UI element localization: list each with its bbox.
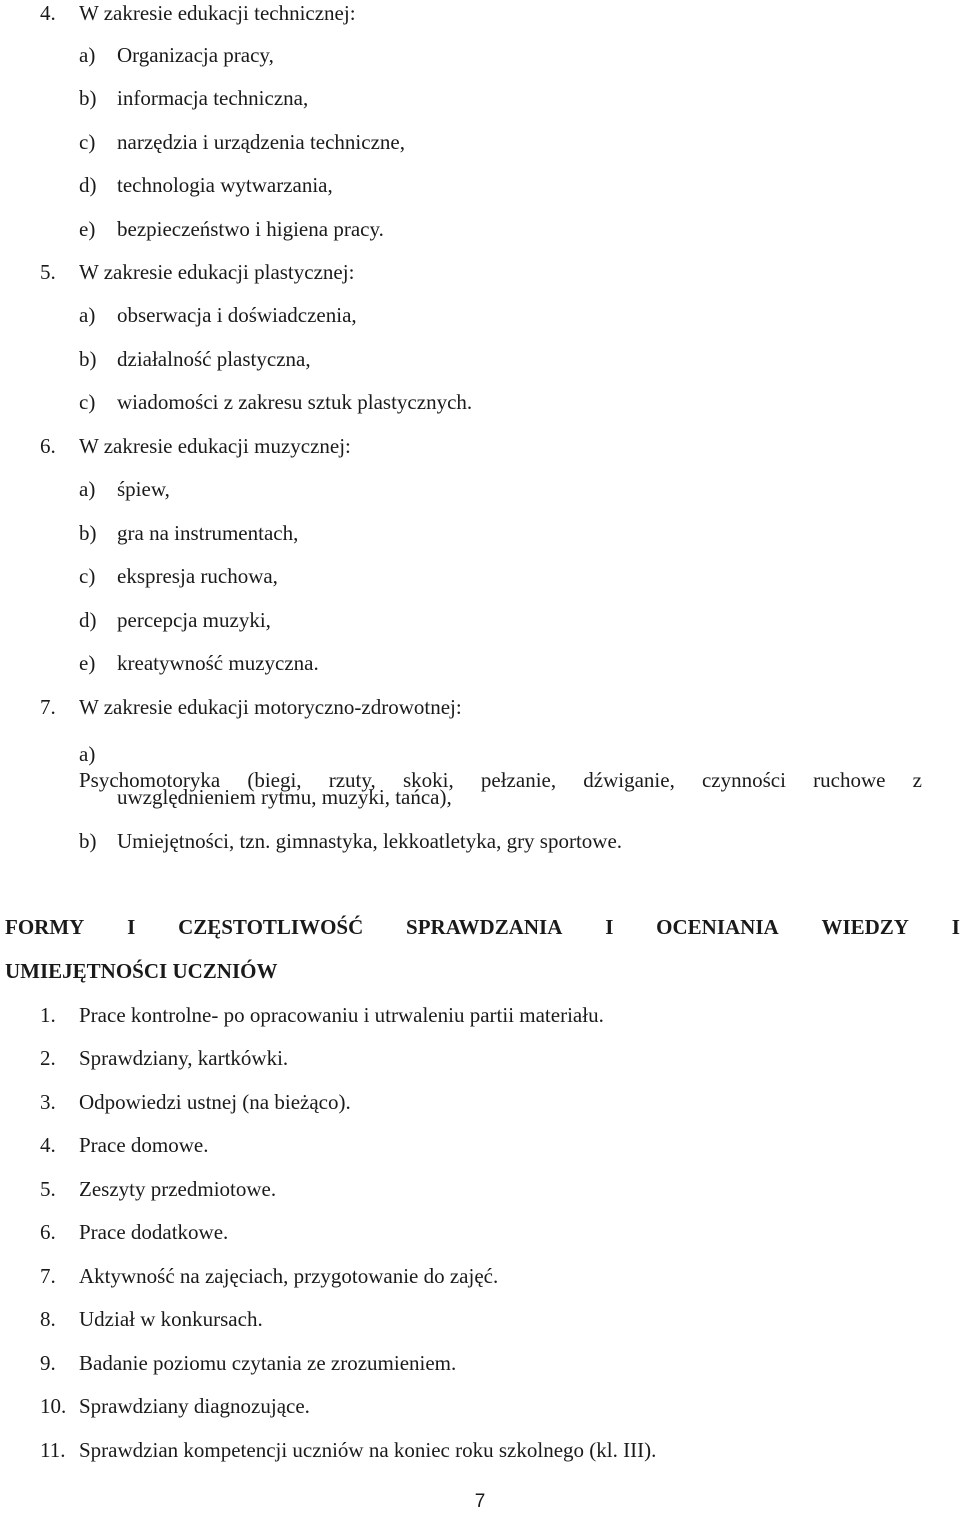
word: z bbox=[912, 768, 922, 792]
list-item-text: wiadomości z zakresu sztuk plastycznych. bbox=[117, 390, 473, 414]
list-letter: d) bbox=[79, 173, 97, 197]
list-item bbox=[79, 129, 405, 155]
list-item-text: Organizacja pracy, bbox=[117, 43, 274, 67]
list-item-text: Badanie poziomu czytania ze zrozumieniem. bbox=[79, 1351, 457, 1375]
list-item-text: Sprawdziany diagnozujące. bbox=[79, 1394, 310, 1418]
list-item bbox=[79, 389, 472, 415]
list-item-text: Prace domowe. bbox=[79, 1133, 209, 1157]
list-number: 7. bbox=[40, 1264, 56, 1288]
list-item-text: Sprawdziany, kartkówki. bbox=[79, 1046, 289, 1070]
heading-word: I bbox=[127, 915, 136, 939]
section-heading-line-2: UMIEJĘTNOŚCI UCZNIÓW bbox=[5, 959, 278, 983]
section-title-text: W zakresie edukacji muzycznej: bbox=[79, 434, 351, 458]
word: pełzanie, bbox=[480, 768, 557, 792]
list-item bbox=[40, 1393, 310, 1419]
list-letter: c) bbox=[79, 390, 96, 414]
word: skoki, bbox=[402, 768, 454, 792]
list-number: 6. bbox=[40, 1220, 56, 1244]
list-number: 5. bbox=[40, 1177, 56, 1201]
section-5-title bbox=[40, 259, 354, 285]
list-item bbox=[40, 1263, 498, 1289]
list-letter: a) bbox=[79, 303, 96, 327]
word: dźwiganie, bbox=[583, 768, 675, 792]
list-item bbox=[79, 607, 271, 633]
heading-word: I bbox=[951, 915, 960, 939]
list-item-text: bezpieczeństwo i higiena pracy. bbox=[117, 217, 384, 241]
section-4-title bbox=[40, 0, 356, 26]
list-item-text: Prace kontrolne- po opracowaniu i utrwaleniu partii materiału. bbox=[79, 1003, 604, 1027]
list-item-text: Udział w konkursach. bbox=[79, 1307, 263, 1331]
list-number: 6. bbox=[40, 434, 56, 458]
heading-word: SPRAWDZANIA bbox=[406, 915, 563, 939]
list-number: 4. bbox=[40, 1133, 56, 1157]
list-item bbox=[40, 1306, 263, 1332]
list-number: 4. bbox=[40, 1, 56, 25]
word: Psychomotoryka bbox=[79, 768, 221, 792]
list-letter: d) bbox=[79, 608, 97, 632]
list-item-text: Prace dodatkowe. bbox=[79, 1220, 229, 1244]
list-letter: e) bbox=[79, 217, 96, 241]
list-letter: a) bbox=[79, 43, 96, 67]
page-number: 7 bbox=[474, 1491, 486, 1512]
heading-word: I bbox=[605, 915, 614, 939]
list-letter: b) bbox=[79, 521, 97, 545]
list-item-text: gra na instrumentach, bbox=[117, 521, 299, 545]
list-item bbox=[40, 1089, 351, 1115]
list-item-text: Odpowiedzi ustnej (na bieżąco). bbox=[79, 1090, 351, 1114]
list-item bbox=[79, 42, 274, 68]
list-number: 1. bbox=[40, 1003, 56, 1027]
list-number: 8. bbox=[40, 1307, 56, 1331]
list-number: 2. bbox=[40, 1046, 56, 1070]
list-item-text: śpiew, bbox=[117, 477, 170, 501]
list-letter: b) bbox=[79, 86, 97, 110]
section-heading-line-1 bbox=[5, 914, 960, 940]
word: czynności bbox=[701, 768, 786, 792]
list-item-text: informacja techniczna, bbox=[117, 86, 309, 110]
list-letter: c) bbox=[79, 564, 96, 588]
word: (biegi, bbox=[247, 768, 302, 792]
list-item-text: kreatywność muzyczna. bbox=[117, 651, 319, 675]
list-letter: e) bbox=[79, 651, 96, 675]
list-item bbox=[79, 216, 384, 242]
list-item bbox=[40, 1176, 276, 1202]
list-item-text: narzędzia i urządzenia techniczne, bbox=[117, 130, 405, 154]
list-item bbox=[79, 520, 298, 546]
list-item-text: ekspresja ruchowa, bbox=[117, 564, 278, 588]
list-item bbox=[79, 828, 622, 854]
list-item bbox=[40, 1045, 288, 1071]
list-item bbox=[40, 1437, 656, 1463]
section-7-title bbox=[40, 694, 462, 720]
list-number: 11. bbox=[40, 1438, 66, 1462]
list-item-continuation: uwzględnieniem rytmu, muzyki, tańca), bbox=[117, 785, 452, 809]
list-item-text: Umiejętności, tzn. gimnastyka, lekkoatletyka, gry sportowe. bbox=[117, 829, 623, 853]
section-title-text: W zakresie edukacji plastycznej: bbox=[79, 260, 355, 284]
list-item bbox=[40, 1219, 228, 1245]
list-item bbox=[40, 1132, 208, 1158]
list-item-text: Sprawdzian kompetencji uczniów na koniec roku szkolnego (kl. III). bbox=[79, 1438, 657, 1462]
list-item bbox=[40, 1002, 604, 1028]
section-title-text: W zakresie edukacji motoryczno-zdrowotnej: bbox=[79, 695, 462, 719]
list-item-text: obserwacja i doświadczenia, bbox=[117, 303, 357, 327]
list-item-text: percepcja muzyki, bbox=[117, 608, 271, 632]
heading-word: WIEDZY bbox=[821, 915, 909, 939]
list-item bbox=[79, 85, 308, 111]
section-title-text: W zakresie edukacji technicznej: bbox=[79, 1, 356, 25]
list-item bbox=[79, 650, 319, 676]
list-item bbox=[79, 172, 333, 198]
list-item-text: technologia wytwarzania, bbox=[117, 173, 333, 197]
list-letter: a) bbox=[79, 477, 96, 501]
list-number: 9. bbox=[40, 1351, 56, 1375]
list-letter: a) bbox=[79, 742, 96, 766]
heading-word: OCENIANIA bbox=[656, 915, 779, 939]
list-item-text: Aktywność na zajęciach, przygotowanie do zajęć. bbox=[79, 1264, 499, 1288]
list-item bbox=[79, 346, 311, 372]
word: rzuty, bbox=[328, 768, 376, 792]
list-item bbox=[79, 302, 357, 328]
list-letter: c) bbox=[79, 130, 96, 154]
list-number: 5. bbox=[40, 260, 56, 284]
list-letter: b) bbox=[79, 347, 97, 371]
list-letter: b) bbox=[79, 829, 97, 853]
list-number: 3. bbox=[40, 1090, 56, 1114]
word: ruchowe bbox=[813, 768, 886, 792]
heading-word: FORMY bbox=[5, 915, 85, 939]
list-number: 7. bbox=[40, 695, 56, 719]
heading-word: CZĘSTOTLIWOŚĆ bbox=[178, 915, 364, 939]
list-item bbox=[40, 1350, 456, 1376]
list-item-text: działalność plastyczna, bbox=[117, 347, 311, 371]
list-item bbox=[79, 476, 170, 502]
list-item-text: Zeszyty przedmiotowe. bbox=[79, 1177, 277, 1201]
list-number: 10. bbox=[40, 1394, 67, 1418]
list-item bbox=[79, 563, 278, 589]
section-6-title bbox=[40, 433, 351, 459]
